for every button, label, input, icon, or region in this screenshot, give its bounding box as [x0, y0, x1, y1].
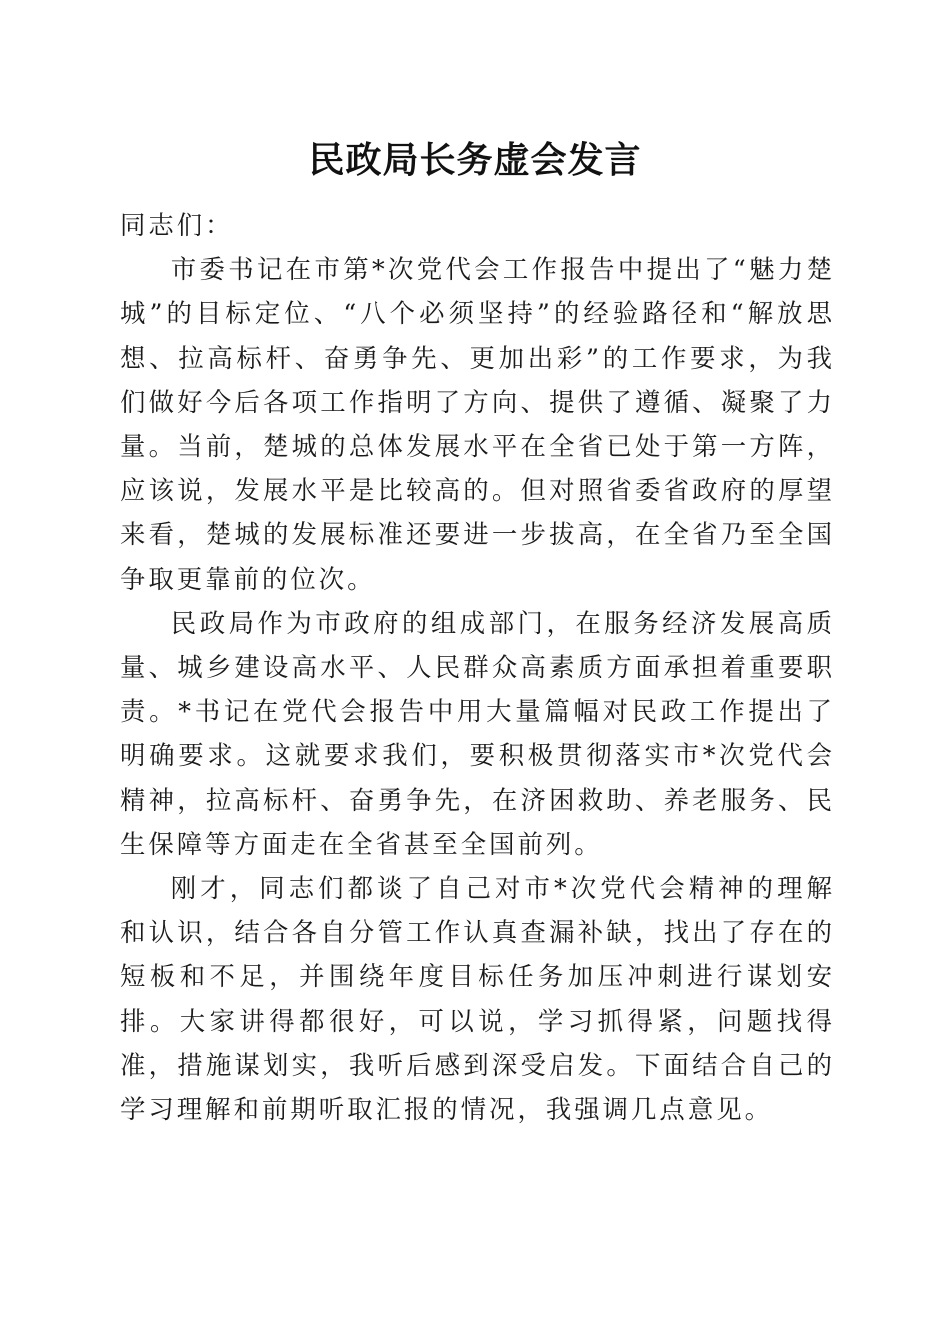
document-body — [120, 203, 835, 1131]
paragraph-2: 民政局作为市政府的组成部门，在服务经济发展高质量、城乡建设高水平、人民群众高素质方面承担着重要职责。*书记在党代会报告中用大量篇幅对民政工作提出了明确要求。这就要求我们，要积极贯彻落实市*次党代会精神，拉高标杆、奋勇争先，在济困救助、养老服务、民生保障等方面走在全省甚至全国前列。 — [120, 607, 835, 859]
paragraph-1: 市委书记在市第*次党代会工作报告中提出了“魅力楚城”的目标定位、“八个必须坚持”的经验路径和“解放思想、拉高标杆、奋勇争先、更加出彩”的工作要求，为我们做好今后各项工作指明了方向、提供了遵循、凝聚了力量。当前，楚城的总体发展水平在全省已处于第一方阵，应该说，发展水平是比较高的。但对照省委省政府的厚望来看，楚城的发展标准还要进一步拔高，在全省乃至全国争取更靠前的位次。 — [120, 254, 835, 594]
paragraph-3: 刚才，同志们都谈了自己对市*次党代会精神的理解和认识，结合各自分管工作认真查漏补缺，找出了存在的短板和不足，并围绕年度目标任务加压冲刺进行谋划安排。大家讲得都很好，可以说，学习抓得紧，问题找得准，措施谋划实，我听后感到深受启发。下面结合自己的学习理解和前期听取汇报的情况，我强调几点意见。 — [120, 873, 835, 1125]
document-title: 民政局长务虚会发言 — [308, 139, 642, 181]
salutation: 同志们： — [120, 210, 234, 240]
